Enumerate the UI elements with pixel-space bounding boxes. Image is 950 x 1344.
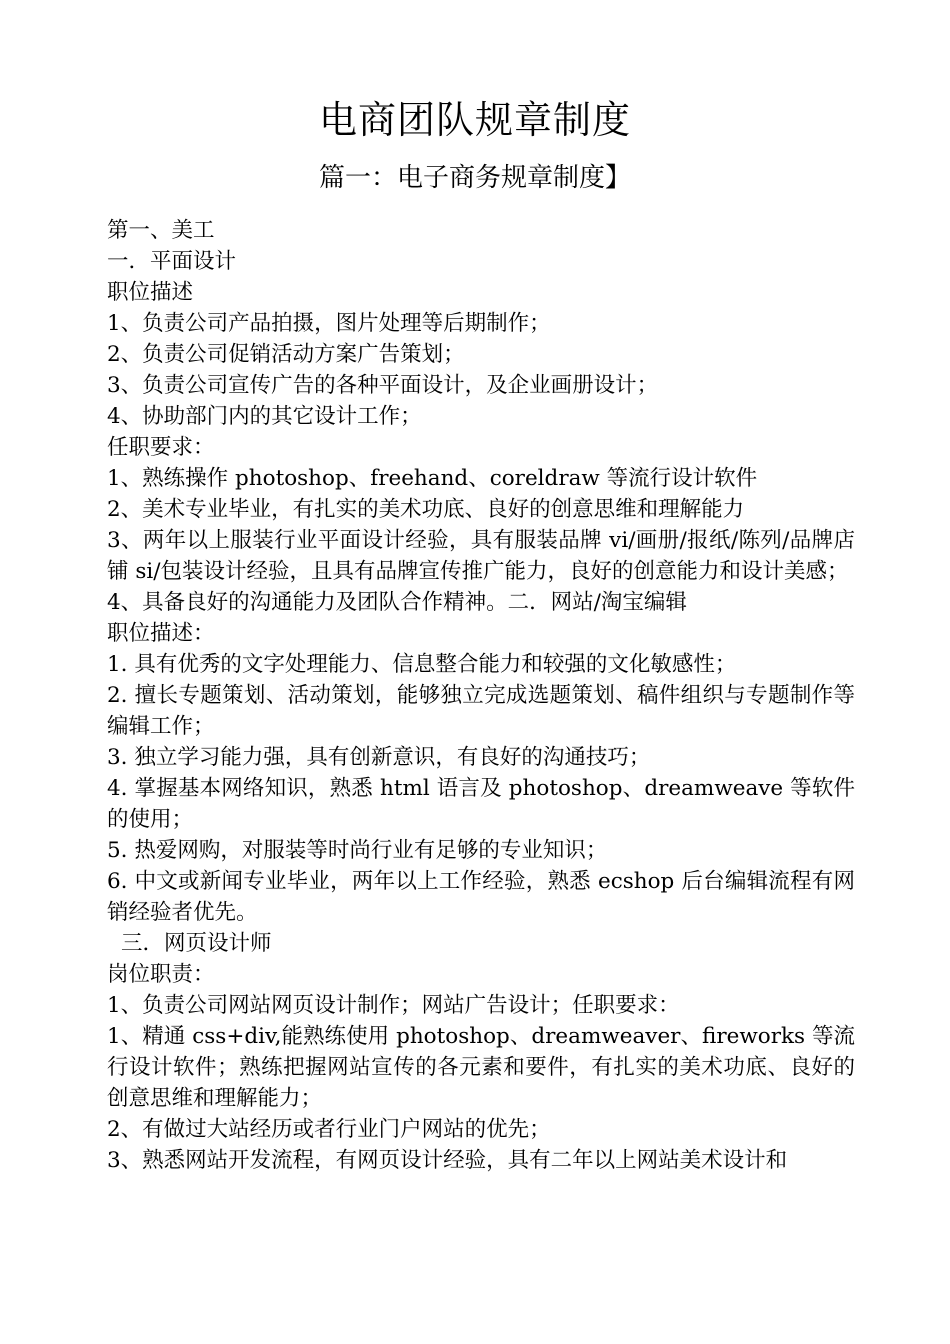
paragraph-label: 职位描述 [107, 280, 194, 305]
document-title: 电商团队规章制度 [318, 98, 631, 142]
list-item: 4、具备良好的沟通能力及团队合作精神。二．网站/淘宝编辑 [107, 590, 687, 615]
list-item: 3、两年以上服装行业平面设计经验，具有服装品牌 vi/画册/报纸/陈列/品牌店铺 si/包装设计经验，且具有品牌宣传推广能力，良好的创意能力和设计美感； [107, 528, 855, 584]
list-item: 2、美术专业毕业，有扎实的美术功底、良好的创意思维和理解能力 [107, 497, 745, 522]
list-item: 4. 掌握基本网络知识，熟悉 html 语言及 photoshop、dreamweave 等软件的使用； [107, 776, 855, 832]
list-item: 3. 独立学习能力强，具有创新意识，有良好的沟通技巧； [107, 745, 651, 770]
paragraph-label: 岗位职责： [107, 962, 215, 987]
subsection-heading: 三．网页设计师 [121, 931, 272, 956]
subsection-heading: 一．平面设计 [107, 249, 237, 274]
paragraph-label: 职位描述： [107, 621, 215, 646]
list-item: 2、负责公司促销活动方案广告策划； [107, 342, 465, 367]
list-item: 3、熟悉网站开发流程，有网页设计经验，具有二年以上网站美术设计和 [107, 1148, 788, 1173]
list-item: 2. 擅长专题策划、活动策划，能够独立完成选题策划、稿件组织与专题制作等编辑工作； [107, 683, 855, 739]
list-item: 1、熟练操作 photoshop、freehand、coreldraw 等流行设计软件 [107, 466, 758, 491]
list-item: 1、负责公司网站网页设计制作；网站广告设计；任职要求： [107, 993, 680, 1018]
list-item: 2、有做过大站经历或者行业门户网站的优先； [107, 1117, 551, 1142]
paragraph-label: 任职要求： [107, 435, 215, 460]
list-item: 1、精通 css+div,能熟练使用 photoshop、dreamweaver、fireworks 等流行设计软件；熟练把握网站宣传的各元素和要件，有扎实的美术功底、良好的创意思维和理解能力； [107, 1024, 855, 1111]
list-item: 4、协助部门内的其它设计工作； [107, 404, 422, 429]
document-body [107, 215, 855, 1176]
list-item: 1、负责公司产品拍摄，图片处理等后期制作； [107, 311, 551, 336]
document-subtitle: 篇一：电子商务规章制度】 [318, 163, 631, 193]
list-item: 1. 具有优秀的文字处理能力、信息整合能力和较强的文化敏感性； [107, 652, 737, 677]
list-item: 6. 中文或新闻专业毕业，两年以上工作经验，熟悉 ecshop 后台编辑流程有网销经验者优先。 [107, 869, 855, 925]
list-item: 3、负责公司宣传广告的各种平面设计，及企业画册设计； [107, 373, 659, 398]
list-item: 5. 热爱网购，对服装等时尚行业有足够的专业知识； [107, 838, 608, 863]
section-heading: 第一、美工 [107, 218, 215, 243]
